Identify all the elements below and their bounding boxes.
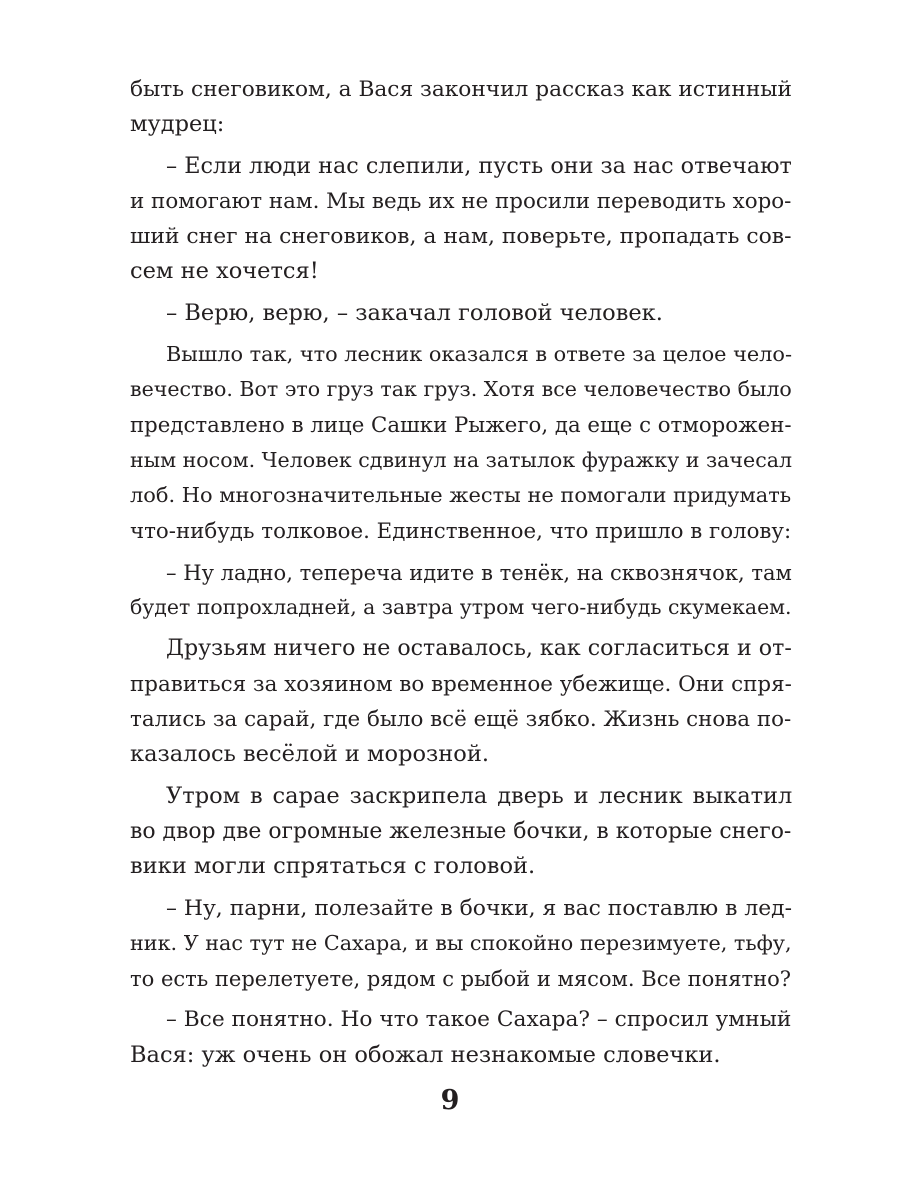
text-line: Вася: уж очень он обожал незнакомые словечки. <box>130 1041 721 1068</box>
text-line: вики могли спрятаться с головой. <box>130 853 536 880</box>
text-line: то есть перелетуете, рядом с рыбой и мясом. Все понятно? <box>130 966 792 992</box>
text-line: и помогают нам. Мы ведь их не просили переводить хоро- <box>130 188 792 214</box>
text-line: мудрец: <box>130 111 225 138</box>
text-line: – Ну ладно, тепереча идите в тенёк, на сквознячок, там <box>166 559 792 585</box>
text-line: казалось весёлой и морозной. <box>130 741 490 768</box>
text-line: будет попрохладней, а завтра утром чего-нибудь скумекаем. <box>130 595 792 620</box>
text-line: – Верю, верю, – закачал головой человек. <box>166 299 663 326</box>
page-number: 9 <box>440 1085 460 1116</box>
text-line: сем не хочется! <box>130 258 319 285</box>
text-line: правиться за хозяином во временное убежище. Они спря- <box>130 671 792 697</box>
text-line: ший снег на снеговиков, а нам, поверьте, пропадать сов- <box>130 224 792 250</box>
text-line: быть снеговиком, а Вася закончил рассказ как истинный <box>130 77 792 102</box>
text-line: – Если люди нас слепили, пусть они за нас отвечают <box>166 152 792 179</box>
body-text <box>130 72 792 1073</box>
text-line: Друзьям ничего не оставалось, как согласиться и от- <box>166 635 792 662</box>
text-line: вечество. Вот это груз так груз. Хотя все человечество было <box>130 377 792 402</box>
text-line: ник. У нас тут не Сахара, и вы спокойно перезимуете, тьфу, <box>130 930 792 955</box>
text-line: что-нибудь толковое. Единственное, что пришло в голову: <box>130 518 792 544</box>
text-line: Вышло так, что лесник оказался в ответе за целое чело- <box>166 342 792 367</box>
text-line: во двор две огромные железные бочки, в которые снего- <box>130 818 792 844</box>
text-line: – Ну, парни, полезайте в бочки, я вас поставлю в лед- <box>166 895 793 921</box>
text-line: ным носом. Человек сдвинул на затылок фуражку и зачесал <box>130 447 793 472</box>
text-line: тались за сарай, где было всё ещё зябко. Жизнь снова по- <box>130 707 792 733</box>
text-line: лоб. Но многозначительные жесты не помогали придумать <box>130 483 792 508</box>
text-line: Утром в сарае заскрипела дверь и лесник выкатил <box>166 782 793 809</box>
text-line: представлено в лице Сашки Рыжего, да еще с отморожен- <box>130 412 792 438</box>
text-line: – Все понятно. Но что такое Сахара? – спросил умный <box>166 1007 792 1033</box>
